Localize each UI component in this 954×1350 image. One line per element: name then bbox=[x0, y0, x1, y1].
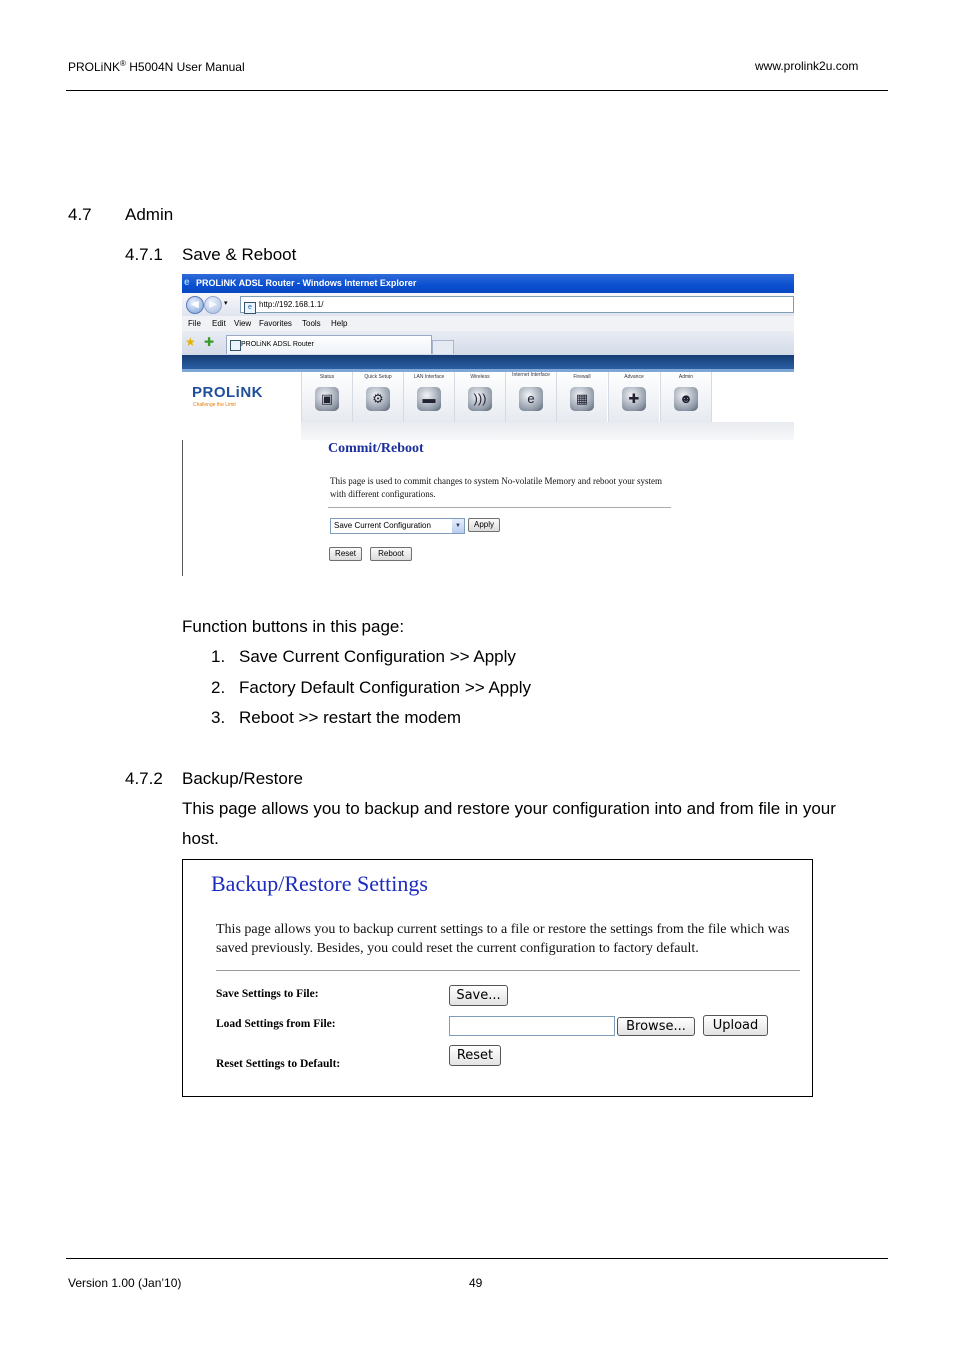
backup-restore-divider bbox=[216, 970, 800, 971]
subsection2-desc-line2: host. bbox=[182, 829, 219, 848]
history-dropdown-icon[interactable]: ▾ bbox=[224, 300, 228, 307]
menu-help[interactable]: Help bbox=[331, 319, 348, 328]
backup-restore-title: Backup/Restore Settings bbox=[211, 871, 428, 896]
menu-view[interactable]: View bbox=[234, 319, 252, 328]
advance-tools-icon: ✚ bbox=[622, 387, 646, 411]
window-titlebar bbox=[182, 274, 794, 293]
save-button[interactable]: Save... bbox=[449, 985, 508, 1006]
menu-favorites[interactable]: Favorites bbox=[259, 319, 292, 328]
commit-reboot-description: This page is used to commit changes to system No-volatile Memory and reboot your system with different configurations. bbox=[330, 476, 662, 499]
nav-advance[interactable]: Advance ✚ bbox=[608, 372, 659, 422]
new-tab-button[interactable] bbox=[432, 340, 454, 354]
subsection2-desc-line1: This page allows you to backup and restore your configuration into and from file in your bbox=[182, 799, 836, 818]
monitor-icon: ▣ bbox=[315, 387, 339, 411]
nav-firewall[interactable]: Firewall ▦ bbox=[556, 372, 607, 422]
browser-tab[interactable]: PROLiNK ADSL Router bbox=[226, 335, 432, 354]
nav-admin[interactable]: Admin ☻ bbox=[660, 372, 712, 422]
subsection-number: 4.7.1 bbox=[125, 245, 163, 264]
nav-quick-setup[interactable]: Quick Setup ⚙ bbox=[352, 372, 403, 422]
window-title: PROLiNK ADSL Router - Windows Internet Explorer bbox=[196, 278, 417, 288]
footer-rule bbox=[66, 1258, 888, 1259]
logo-tagline: Challenge the Limit bbox=[193, 402, 236, 408]
wireless-icon: ))) bbox=[468, 387, 492, 411]
frame-left-edge bbox=[182, 440, 183, 576]
address-toolbar bbox=[182, 293, 794, 316]
section-title: Admin bbox=[125, 205, 174, 224]
nav-status[interactable]: Status ▣ bbox=[301, 372, 352, 422]
list-item: 3. Reboot >> restart the modem bbox=[211, 708, 462, 727]
backup-restore-description: This page allows you to backup current settings to a file or restore the settings from the file which was saved previously. Besides, you could reset the current configuration to factory default. bbox=[216, 922, 790, 956]
add-favorite-icon[interactable]: ✚ bbox=[204, 335, 215, 349]
header-title: PROLiNK® H5004N User Manual bbox=[68, 59, 245, 74]
section-number: 4.7 bbox=[68, 205, 92, 224]
subsection2-title: Backup/Restore bbox=[182, 769, 303, 788]
page-number: 49 bbox=[469, 1276, 483, 1290]
configuration-select[interactable]: Save Current Configuration ▼ bbox=[330, 518, 465, 534]
reset-settings-label: Reset Settings to Default: bbox=[216, 1058, 341, 1070]
upload-button[interactable]: Upload bbox=[703, 1015, 768, 1036]
router-logo-area bbox=[182, 372, 301, 422]
subsection2-number: 4.7.2 bbox=[125, 769, 163, 788]
nav-underline bbox=[301, 422, 794, 440]
save-settings-label: Save Settings to File: bbox=[216, 988, 319, 1000]
menu-tools[interactable]: Tools bbox=[302, 319, 321, 328]
chevron-down-icon: ▼ bbox=[452, 519, 464, 533]
browser-screenshot bbox=[182, 274, 794, 576]
forward-arrow-icon[interactable]: ▶ bbox=[204, 296, 222, 314]
footer-version: Version 1.00 (Jan’10) bbox=[68, 1276, 182, 1290]
nav-wireless[interactable]: Wireless ))) bbox=[454, 372, 505, 422]
function-intro: Function buttons in this page: bbox=[182, 617, 405, 636]
load-settings-label: Load Settings from File: bbox=[216, 1018, 336, 1030]
page-icon: e bbox=[244, 302, 256, 314]
header-website: www.prolink2u.com bbox=[755, 59, 859, 73]
commit-reboot-title: Commit/Reboot bbox=[328, 441, 424, 456]
menu-bar bbox=[182, 316, 794, 331]
file-path-input[interactable] bbox=[449, 1016, 615, 1036]
prolink-logo: PROLiNK bbox=[192, 384, 263, 401]
commit-reboot-divider bbox=[328, 507, 671, 508]
browse-button[interactable]: Browse... bbox=[617, 1017, 695, 1036]
router-device-icon: ▬ bbox=[417, 387, 441, 411]
internet-globe-icon: e bbox=[519, 387, 543, 411]
tab-page-icon bbox=[230, 340, 241, 351]
address-input[interactable]: e http://192.168.1.1/ bbox=[240, 296, 794, 313]
list-item: 2. Factory Default Configuration >> Apply bbox=[211, 678, 531, 697]
gear-icon: ⚙ bbox=[366, 387, 390, 411]
user-icon: ☻ bbox=[674, 387, 698, 411]
reset-button[interactable]: Reset bbox=[329, 547, 362, 561]
reboot-button[interactable]: Reboot bbox=[370, 547, 412, 561]
firewall-icon: ▦ bbox=[570, 387, 594, 411]
header-rule bbox=[66, 90, 888, 91]
apply-button[interactable]: Apply bbox=[468, 518, 500, 532]
reset-default-button[interactable]: Reset bbox=[449, 1045, 501, 1066]
list-item: 1. Save Current Configuration >> Apply bbox=[211, 647, 516, 666]
menu-edit[interactable]: Edit bbox=[212, 319, 226, 328]
menu-file[interactable]: File bbox=[188, 319, 201, 328]
back-arrow-icon[interactable]: ◀ bbox=[186, 296, 204, 314]
nav-lan-interface[interactable]: LAN Interface ▬ bbox=[403, 372, 454, 422]
router-banner bbox=[182, 355, 794, 369]
backup-restore-screenshot bbox=[182, 859, 813, 1097]
tab-bar bbox=[182, 331, 794, 355]
ie-icon: e bbox=[184, 277, 190, 288]
favorites-star-icon[interactable]: ★ bbox=[185, 335, 196, 349]
subsection-title: Save & Reboot bbox=[182, 245, 297, 264]
nav-internet-interface[interactable]: Internet Interface e bbox=[505, 372, 556, 422]
